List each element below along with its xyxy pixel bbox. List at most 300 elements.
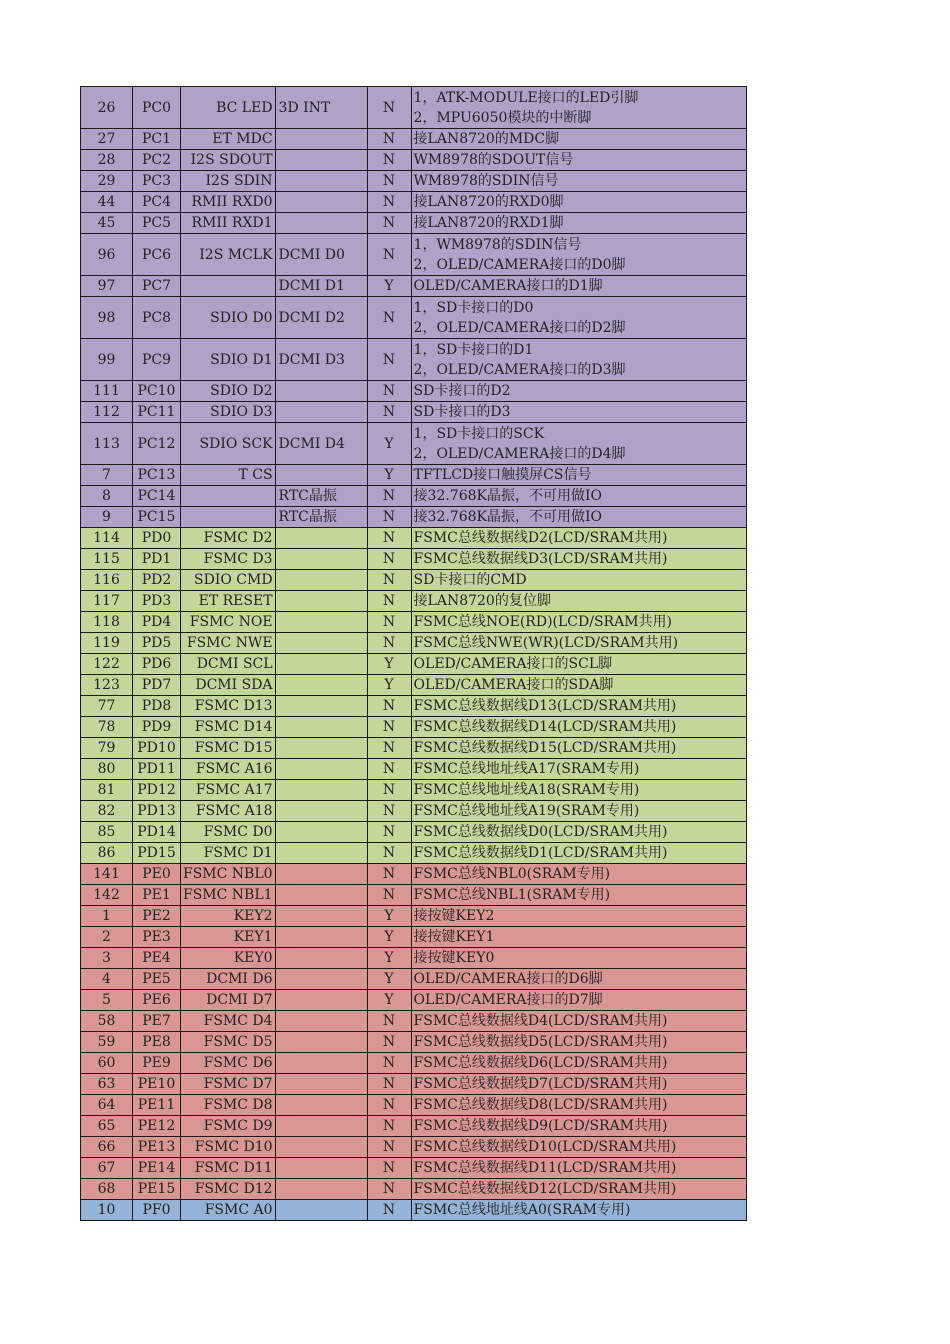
- table-row: [81, 633, 747, 654]
- description-cell: [411, 528, 746, 549]
- pin-number-cell: 5: [81, 990, 133, 1011]
- description-line: FSMC总线数据线D8(LCD/SRAM共用): [413, 1097, 668, 1113]
- description-line: FSMC总线地址线A19(SRAM专用): [413, 803, 640, 819]
- function2-cell: DCMI D1: [275, 276, 367, 297]
- pin-number-cell: 27: [81, 129, 133, 150]
- table-row: [81, 1200, 747, 1221]
- function2-cell: [275, 780, 367, 801]
- pin-name-cell: PE14: [133, 1158, 181, 1179]
- description-line: 接LAN8720的复位脚: [413, 593, 551, 609]
- usable-flag-cell: N: [367, 801, 411, 822]
- pin-name-cell: PC9: [133, 339, 181, 381]
- pin-name-cell: PC1: [133, 129, 181, 150]
- function2-cell: RTC晶振: [275, 486, 367, 507]
- usable-flag-cell: N: [367, 822, 411, 843]
- function1-cell: FSMC D12: [181, 1179, 276, 1200]
- function1-cell: FSMC D5: [181, 1032, 276, 1053]
- pin-name-cell: PE7: [133, 1011, 181, 1032]
- table-row: [81, 654, 747, 675]
- table-row: [81, 822, 747, 843]
- pin-number-cell: 115: [81, 549, 133, 570]
- function1-cell: FSMC D13: [181, 696, 276, 717]
- pin-name-cell: PD5: [133, 633, 181, 654]
- usable-flag-cell: N: [367, 339, 411, 381]
- pin-number-cell: 63: [81, 1074, 133, 1095]
- description-cell: [411, 717, 746, 738]
- usable-flag-cell: Y: [367, 654, 411, 675]
- function1-cell: ET RESET: [181, 591, 276, 612]
- table-row: [81, 1053, 747, 1074]
- usable-flag-cell: N: [367, 549, 411, 570]
- pin-name-cell: PE1: [133, 885, 181, 906]
- function1-cell: SDIO D2: [181, 381, 276, 402]
- usable-flag-cell: N: [367, 843, 411, 864]
- function1-cell: DCMI SCL: [181, 654, 276, 675]
- function2-cell: [275, 696, 367, 717]
- function1-cell: RMII RXD1: [181, 213, 276, 234]
- description-cell: [411, 87, 746, 129]
- usable-flag-cell: N: [367, 591, 411, 612]
- function1-cell: FSMC D9: [181, 1116, 276, 1137]
- pin-number-cell: 116: [81, 570, 133, 591]
- pin-number-cell: 26: [81, 87, 133, 129]
- pin-name-cell: PE0: [133, 864, 181, 885]
- usable-flag-cell: N: [367, 1158, 411, 1179]
- usable-flag-cell: N: [367, 717, 411, 738]
- function1-cell: FSMC D10: [181, 1137, 276, 1158]
- function2-cell: [275, 213, 367, 234]
- description-line: FSMC总线数据线D10(LCD/SRAM共用): [413, 1139, 677, 1155]
- pin-name-cell: PC3: [133, 171, 181, 192]
- usable-flag-cell: N: [367, 612, 411, 633]
- pin-number-cell: 66: [81, 1137, 133, 1158]
- function2-cell: DCMI D0: [275, 234, 367, 276]
- function2-cell: [275, 129, 367, 150]
- description-line: 1，WM8978的SDIN信号: [413, 236, 582, 253]
- description-cell: [411, 423, 746, 465]
- table-row: [81, 381, 747, 402]
- table-row: [81, 696, 747, 717]
- description-line: OLED/CAMERA接口的D7脚: [413, 992, 603, 1008]
- pin-number-cell: 81: [81, 780, 133, 801]
- function1-cell: DCMI D6: [181, 969, 276, 990]
- pin-name-cell: PC11: [133, 402, 181, 423]
- description-cell: [411, 801, 746, 822]
- usable-flag-cell: Y: [367, 948, 411, 969]
- usable-flag-cell: Y: [367, 906, 411, 927]
- pin-name-cell: PE3: [133, 927, 181, 948]
- description-cell: [411, 213, 746, 234]
- description-line: FSMC总线地址线A18(SRAM专用): [413, 782, 640, 798]
- table-row: [81, 906, 747, 927]
- description-line: FSMC总线数据线D6(LCD/SRAM共用): [413, 1055, 668, 1071]
- table-row: [81, 864, 747, 885]
- table-row: [81, 339, 747, 381]
- table-row: [81, 570, 747, 591]
- description-line: FSMC总线数据线D12(LCD/SRAM共用): [413, 1181, 677, 1197]
- table-body: [81, 87, 747, 1221]
- pin-name-cell: PD7: [133, 675, 181, 696]
- pin-number-cell: 10: [81, 1200, 133, 1221]
- description-line: WM8978的SDIN信号: [413, 173, 559, 189]
- description-cell: [411, 549, 746, 570]
- usable-flag-cell: N: [367, 402, 411, 423]
- function1-cell: [181, 507, 276, 528]
- function1-cell: RMII RXD0: [181, 192, 276, 213]
- pin-number-cell: 64: [81, 1095, 133, 1116]
- function1-cell: FSMC D7: [181, 1074, 276, 1095]
- function1-cell: DCMI D7: [181, 990, 276, 1011]
- function1-cell: FSMC D4: [181, 1011, 276, 1032]
- function1-cell: ET MDC: [181, 129, 276, 150]
- description-cell: [411, 486, 746, 507]
- table-row: [81, 465, 747, 486]
- description-line: 2，OLED/CAMERA接口的D3脚: [413, 361, 626, 378]
- description-line: 1，SD卡接口的D0: [413, 299, 534, 316]
- usable-flag-cell: N: [367, 1032, 411, 1053]
- function1-cell: KEY1: [181, 927, 276, 948]
- table-row: [81, 591, 747, 612]
- description-cell: [411, 780, 746, 801]
- description-cell: [411, 696, 746, 717]
- table-row: [81, 192, 747, 213]
- description-line: FSMC总线数据线D7(LCD/SRAM共用): [413, 1076, 668, 1092]
- pin-name-cell: PF0: [133, 1200, 181, 1221]
- description-line: 接按键KEY0: [413, 950, 495, 966]
- description-line: SD卡接口的D3: [413, 404, 511, 420]
- table-row: [81, 717, 747, 738]
- description-cell: [411, 1011, 746, 1032]
- function2-cell: [275, 402, 367, 423]
- table-row: [81, 780, 747, 801]
- description-cell: [411, 1116, 746, 1137]
- function2-cell: DCMI D2: [275, 297, 367, 339]
- description-line: SD卡接口的D2: [413, 383, 511, 399]
- description-line: 接LAN8720的MDC脚: [413, 131, 560, 147]
- pin-name-cell: PD10: [133, 738, 181, 759]
- description-line: 接32.768K晶振，不可用做IO: [413, 488, 602, 504]
- pin-name-cell: PE11: [133, 1095, 181, 1116]
- description-cell: [411, 234, 746, 276]
- function1-cell: FSMC NWE: [181, 633, 276, 654]
- usable-flag-cell: Y: [367, 990, 411, 1011]
- description-cell: [411, 927, 746, 948]
- description-line: FSMC总线地址线A0(SRAM专用): [413, 1202, 631, 1218]
- table-row: [81, 969, 747, 990]
- pin-name-cell: PC5: [133, 213, 181, 234]
- table-row: [81, 1095, 747, 1116]
- table-row: [81, 234, 747, 276]
- function1-cell: FSMC A18: [181, 801, 276, 822]
- usable-flag-cell: N: [367, 87, 411, 129]
- function2-cell: [275, 465, 367, 486]
- usable-flag-cell: N: [367, 1053, 411, 1074]
- function1-cell: FSMC D2: [181, 528, 276, 549]
- description-line: 接LAN8720的RXD1脚: [413, 215, 564, 231]
- pin-number-cell: 112: [81, 402, 133, 423]
- pin-assignment-table: [80, 86, 747, 1221]
- description-line: 1，SD卡接口的SCK: [413, 425, 545, 442]
- description-cell: [411, 339, 746, 381]
- function2-cell: [275, 1011, 367, 1032]
- usable-flag-cell: N: [367, 885, 411, 906]
- pin-number-cell: 99: [81, 339, 133, 381]
- table-row: [81, 402, 747, 423]
- description-line: FSMC总线数据线D9(LCD/SRAM共用): [413, 1118, 668, 1134]
- table-row: [81, 171, 747, 192]
- description-line: SD卡接口的CMD: [413, 572, 527, 588]
- table-row: [81, 759, 747, 780]
- table-row: [81, 1179, 747, 1200]
- function2-cell: [275, 948, 367, 969]
- usable-flag-cell: N: [367, 738, 411, 759]
- description-line: FSMC总线NOE(RD)(LCD/SRAM共用): [413, 614, 672, 630]
- pin-number-cell: 3: [81, 948, 133, 969]
- usable-flag-cell: N: [367, 1095, 411, 1116]
- description-line: 接按键KEY2: [413, 908, 495, 924]
- description-line: FSMC总线数据线D5(LCD/SRAM共用): [413, 1034, 668, 1050]
- usable-flag-cell: N: [367, 213, 411, 234]
- usable-flag-cell: N: [367, 171, 411, 192]
- pin-number-cell: 111: [81, 381, 133, 402]
- pin-number-cell: 122: [81, 654, 133, 675]
- usable-flag-cell: N: [367, 633, 411, 654]
- function2-cell: [275, 1053, 367, 1074]
- pin-number-cell: 79: [81, 738, 133, 759]
- pin-number-cell: 114: [81, 528, 133, 549]
- function1-cell: FSMC D8: [181, 1095, 276, 1116]
- usable-flag-cell: N: [367, 1137, 411, 1158]
- function2-cell: [275, 1158, 367, 1179]
- description-cell: [411, 150, 746, 171]
- description-cell: [411, 1074, 746, 1095]
- pin-name-cell: PC14: [133, 486, 181, 507]
- table-row: [81, 1011, 747, 1032]
- pin-name-cell: PD0: [133, 528, 181, 549]
- description-line: FSMC总线NBL1(SRAM专用): [413, 887, 611, 903]
- pin-number-cell: 78: [81, 717, 133, 738]
- pin-name-cell: PE5: [133, 969, 181, 990]
- description-line: FSMC总线数据线D1(LCD/SRAM共用): [413, 845, 668, 861]
- function1-cell: DCMI SDA: [181, 675, 276, 696]
- description-line: FSMC总线数据线D3(LCD/SRAM共用): [413, 551, 668, 567]
- function2-cell: 3D INT: [275, 87, 367, 129]
- description-cell: [411, 738, 746, 759]
- usable-flag-cell: Y: [367, 465, 411, 486]
- pin-name-cell: PD1: [133, 549, 181, 570]
- pin-number-cell: 80: [81, 759, 133, 780]
- table-row: [81, 297, 747, 339]
- usable-flag-cell: Y: [367, 969, 411, 990]
- description-line: 2，OLED/CAMERA接口的D0脚: [413, 256, 626, 273]
- pin-name-cell: PC13: [133, 465, 181, 486]
- function1-cell: FSMC D0: [181, 822, 276, 843]
- description-cell: [411, 822, 746, 843]
- description-cell: [411, 906, 746, 927]
- function2-cell: [275, 717, 367, 738]
- description-line: FSMC总线地址线A17(SRAM专用): [413, 761, 640, 777]
- function2-cell: [275, 192, 367, 213]
- pin-number-cell: 2: [81, 927, 133, 948]
- pin-number-cell: 85: [81, 822, 133, 843]
- table-row: [81, 948, 747, 969]
- function1-cell: FSMC A0: [181, 1200, 276, 1221]
- description-cell: [411, 381, 746, 402]
- pin-name-cell: PD13: [133, 801, 181, 822]
- description-line: FSMC总线数据线D0(LCD/SRAM共用): [413, 824, 668, 840]
- pin-number-cell: 58: [81, 1011, 133, 1032]
- pin-number-cell: 86: [81, 843, 133, 864]
- description-cell: [411, 1200, 746, 1221]
- table-row: [81, 528, 747, 549]
- function2-cell: DCMI D3: [275, 339, 367, 381]
- usable-flag-cell: N: [367, 1011, 411, 1032]
- table-row: [81, 549, 747, 570]
- pin-number-cell: 8: [81, 486, 133, 507]
- description-cell: [411, 129, 746, 150]
- usable-flag-cell: N: [367, 1116, 411, 1137]
- function2-cell: [275, 591, 367, 612]
- description-cell: [411, 1032, 746, 1053]
- pin-number-cell: 29: [81, 171, 133, 192]
- function1-cell: FSMC D14: [181, 717, 276, 738]
- function1-cell: BC LED: [181, 87, 276, 129]
- description-cell: [411, 1053, 746, 1074]
- function1-cell: [181, 276, 276, 297]
- function1-cell: FSMC NOE: [181, 612, 276, 633]
- function2-cell: [275, 633, 367, 654]
- function1-cell: FSMC D6: [181, 1053, 276, 1074]
- function1-cell: FSMC NBL0: [181, 864, 276, 885]
- description-line: FSMC总线NBL0(SRAM专用): [413, 866, 611, 882]
- description-cell: [411, 465, 746, 486]
- function2-cell: [275, 1074, 367, 1095]
- table-row: [81, 1074, 747, 1095]
- function2-cell: [275, 1200, 367, 1221]
- pin-number-cell: 4: [81, 969, 133, 990]
- pin-number-cell: 45: [81, 213, 133, 234]
- function2-cell: RTC晶振: [275, 507, 367, 528]
- usable-flag-cell: N: [367, 1200, 411, 1221]
- pin-name-cell: PC2: [133, 150, 181, 171]
- pin-name-cell: PE4: [133, 948, 181, 969]
- pin-number-cell: 44: [81, 192, 133, 213]
- pin-name-cell: PE15: [133, 1179, 181, 1200]
- pin-number-cell: 68: [81, 1179, 133, 1200]
- pin-number-cell: 82: [81, 801, 133, 822]
- function1-cell: FSMC D15: [181, 738, 276, 759]
- function2-cell: [275, 1032, 367, 1053]
- pin-name-cell: PC4: [133, 192, 181, 213]
- description-cell: [411, 570, 746, 591]
- pin-name-cell: PD12: [133, 780, 181, 801]
- function2-cell: [275, 1137, 367, 1158]
- usable-flag-cell: Y: [367, 423, 411, 465]
- description-line: FSMC总线数据线D2(LCD/SRAM共用): [413, 530, 668, 546]
- description-cell: [411, 990, 746, 1011]
- pin-name-cell: PD14: [133, 822, 181, 843]
- usable-flag-cell: N: [367, 297, 411, 339]
- pin-name-cell: PC8: [133, 297, 181, 339]
- description-cell: [411, 843, 746, 864]
- description-cell: [411, 507, 746, 528]
- function2-cell: [275, 1095, 367, 1116]
- function2-cell: [275, 759, 367, 780]
- description-cell: [411, 297, 746, 339]
- function2-cell: [275, 822, 367, 843]
- pin-number-cell: 113: [81, 423, 133, 465]
- function1-cell: FSMC NBL1: [181, 885, 276, 906]
- pin-number-cell: 28: [81, 150, 133, 171]
- description-line: 2，OLED/CAMERA接口的D2脚: [413, 319, 626, 336]
- description-cell: [411, 759, 746, 780]
- usable-flag-cell: N: [367, 528, 411, 549]
- description-line: 接32.768K晶振，不可用做IO: [413, 509, 602, 525]
- description-line: 1，ATK-MODULE接口的LED引脚: [413, 89, 639, 106]
- function2-cell: [275, 171, 367, 192]
- description-line: 2，MPU6050模块的中断脚: [413, 109, 592, 126]
- pin-name-cell: PE2: [133, 906, 181, 927]
- function2-cell: [275, 549, 367, 570]
- function1-cell: FSMC D3: [181, 549, 276, 570]
- function1-cell: I2S SDOUT: [181, 150, 276, 171]
- pin-number-cell: 77: [81, 696, 133, 717]
- pin-number-cell: 98: [81, 297, 133, 339]
- function2-cell: [275, 885, 367, 906]
- pin-number-cell: 59: [81, 1032, 133, 1053]
- table-row: [81, 1032, 747, 1053]
- usable-flag-cell: N: [367, 234, 411, 276]
- description-cell: [411, 633, 746, 654]
- table-row: [81, 927, 747, 948]
- table-row: [81, 1137, 747, 1158]
- description-cell: [411, 864, 746, 885]
- pin-name-cell: PC0: [133, 87, 181, 129]
- pin-name-cell: PE10: [133, 1074, 181, 1095]
- table-row: [81, 990, 747, 1011]
- table-row: [81, 213, 747, 234]
- table-row: [81, 885, 747, 906]
- pin-number-cell: 67: [81, 1158, 133, 1179]
- description-cell: [411, 192, 746, 213]
- description-line: OLED/CAMERA接口的SDA脚: [413, 677, 614, 693]
- pin-name-cell: PE8: [133, 1032, 181, 1053]
- usable-flag-cell: N: [367, 192, 411, 213]
- function2-cell: DCMI D4: [275, 423, 367, 465]
- function2-cell: [275, 969, 367, 990]
- usable-flag-cell: N: [367, 864, 411, 885]
- pin-number-cell: 97: [81, 276, 133, 297]
- usable-flag-cell: N: [367, 1074, 411, 1095]
- function1-cell: FSMC D11: [181, 1158, 276, 1179]
- function2-cell: [275, 528, 367, 549]
- description-line: FSMC总线数据线D11(LCD/SRAM共用): [413, 1160, 677, 1176]
- function1-cell: KEY2: [181, 906, 276, 927]
- usable-flag-cell: N: [367, 759, 411, 780]
- table-row: [81, 129, 747, 150]
- table-row: [81, 738, 747, 759]
- description-line: FSMC总线数据线D14(LCD/SRAM共用): [413, 719, 677, 735]
- table-row: [81, 612, 747, 633]
- usable-flag-cell: Y: [367, 675, 411, 696]
- pin-name-cell: PD15: [133, 843, 181, 864]
- function1-cell: SDIO D1: [181, 339, 276, 381]
- pin-name-cell: PE9: [133, 1053, 181, 1074]
- pin-name-cell: PE12: [133, 1116, 181, 1137]
- pin-name-cell: PC12: [133, 423, 181, 465]
- description-line: OLED/CAMERA接口的D6脚: [413, 971, 603, 987]
- function2-cell: [275, 654, 367, 675]
